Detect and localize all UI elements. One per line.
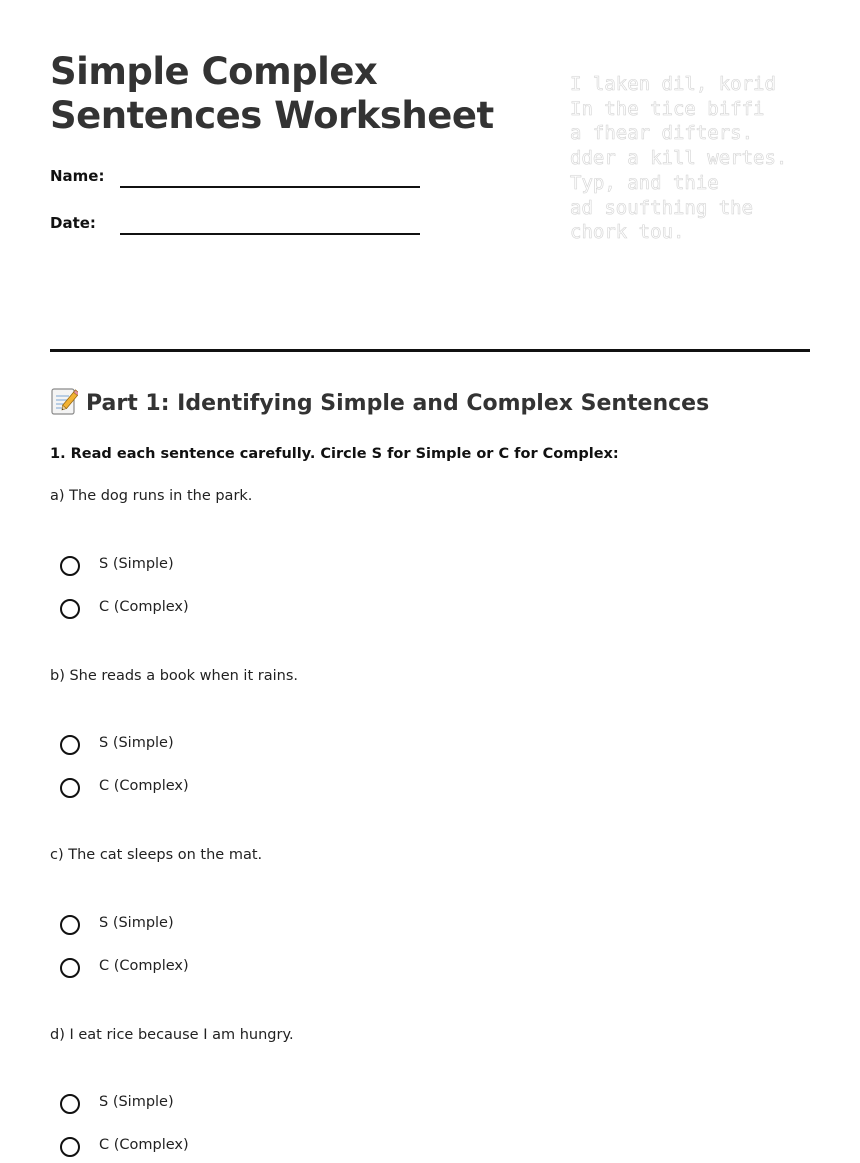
option-label: S (Simple) xyxy=(99,1094,174,1110)
radio-circle[interactable] xyxy=(60,556,80,576)
memo-icon xyxy=(50,386,78,416)
section-divider xyxy=(50,349,810,352)
option-label: S (Simple) xyxy=(99,556,174,572)
radio-circle[interactable] xyxy=(60,778,80,798)
option-label: C (Complex) xyxy=(99,599,189,615)
option-complex[interactable] xyxy=(60,599,360,625)
option-label: C (Complex) xyxy=(99,1137,189,1153)
date-line[interactable] xyxy=(120,233,420,235)
option-complex[interactable] xyxy=(60,1137,360,1163)
option-simple[interactable] xyxy=(60,556,360,582)
handwriting-line: Typ, and thie xyxy=(570,171,719,194)
radio-circle[interactable] xyxy=(60,1137,80,1157)
handwriting-line: chork tou. xyxy=(570,221,685,244)
handwriting-spacer xyxy=(570,50,790,72)
date-field xyxy=(50,213,430,237)
name-label: Name: xyxy=(50,167,105,185)
handwriting-line: I laken dil, korid xyxy=(570,73,776,95)
handwriting-line: dder a kill wertes. xyxy=(570,147,788,170)
handwriting-line: a fhear difters. xyxy=(570,122,754,145)
part1-title: Part 1: Identifying Simple and Complex Sentences xyxy=(86,391,710,416)
handwriting-sample-image xyxy=(570,50,790,270)
option-simple[interactable] xyxy=(60,915,360,941)
radio-circle[interactable] xyxy=(60,735,80,755)
question-text: a) The dog runs in the park. xyxy=(50,488,253,504)
date-label: Date: xyxy=(50,214,96,232)
question-text: d) I eat rice because I am hungry. xyxy=(50,1027,294,1043)
question-text: b) She reads a book when it rains. xyxy=(50,668,298,684)
worksheet-page xyxy=(50,0,810,1161)
option-simple[interactable] xyxy=(60,1094,360,1120)
option-label: S (Simple) xyxy=(99,915,174,931)
radio-circle[interactable] xyxy=(60,915,80,935)
part1-instruction: 1. Read each sentence carefully. Circle S for Simple or C for Complex: xyxy=(50,446,619,462)
worksheet-title: Simple Complex Sentences Worksheet xyxy=(50,50,494,137)
radio-circle[interactable] xyxy=(60,599,80,619)
option-complex[interactable] xyxy=(60,958,360,984)
handwriting-line: In the tice biffi xyxy=(570,97,765,120)
option-label: C (Complex) xyxy=(99,778,189,794)
part1-heading xyxy=(50,386,709,421)
name-line[interactable] xyxy=(120,186,420,188)
option-simple[interactable] xyxy=(60,735,360,761)
radio-circle[interactable] xyxy=(60,1094,80,1114)
handwriting-line: ad soufthing the xyxy=(570,196,754,219)
radio-circle[interactable] xyxy=(60,958,80,978)
option-complex[interactable] xyxy=(60,778,360,804)
option-label: S (Simple) xyxy=(99,735,174,751)
name-field xyxy=(50,166,430,190)
option-label: C (Complex) xyxy=(99,958,189,974)
question-text: c) The cat sleeps on the mat. xyxy=(50,847,263,863)
